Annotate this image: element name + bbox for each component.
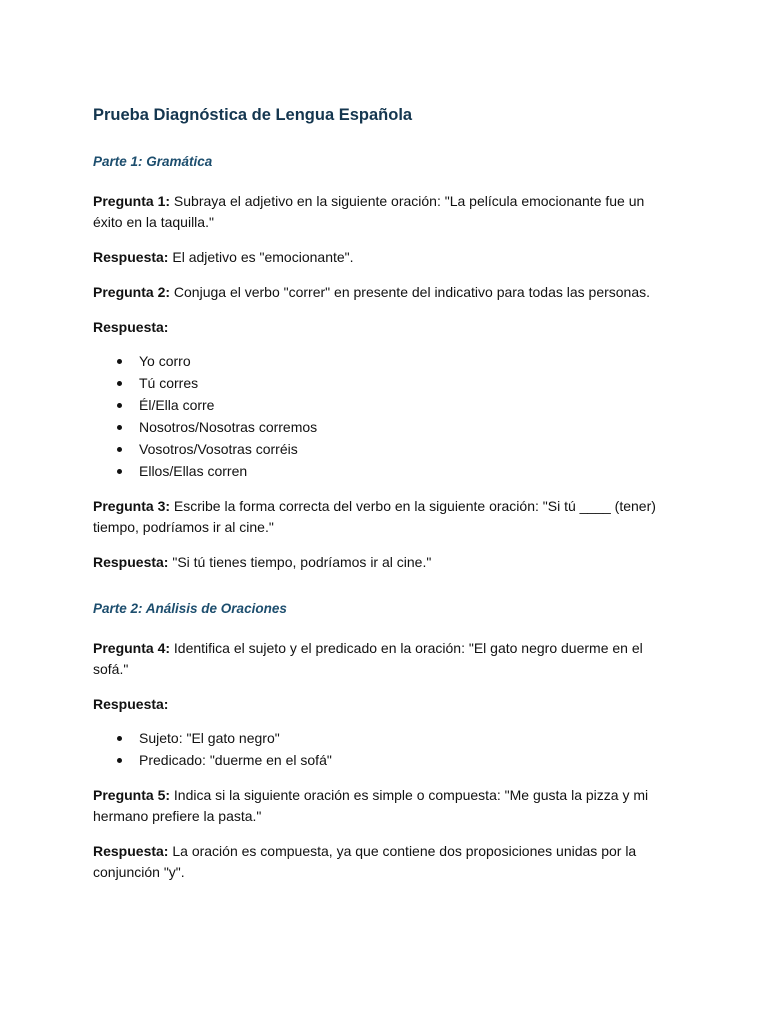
answer-text: La oración es compuesta, ya que contiene dos proposiciones unidas por la conjunción "y". [93, 843, 637, 880]
list-item: Ellos/Ellas corren [139, 460, 676, 482]
question-1 [93, 191, 676, 233]
answer-label: Respuesta: [93, 696, 169, 712]
answer-label: Respuesta: [93, 843, 169, 859]
answer-2 [93, 317, 676, 338]
question-text: Escribe la forma correcta del verbo en la siguiente oración: "Si tú ____ (tener) tiempo, podríamos ir al cine." [93, 498, 656, 535]
answer-3 [93, 552, 676, 573]
answer-text: El adjetivo es "emocionante". [172, 249, 354, 265]
list-item: Yo corro [139, 350, 676, 372]
question-4 [93, 638, 676, 680]
answer-5 [93, 841, 676, 883]
answer-label: Respuesta: [93, 319, 169, 335]
list-item: Sujeto: "El gato negro" [139, 727, 676, 749]
list-item: Él/Ella corre [139, 394, 676, 416]
answer-label: Respuesta: [93, 554, 169, 570]
question-text: Subraya el adjetivo en la siguiente oración: "La película emocionante fue un éxito en la taquilla." [93, 193, 645, 230]
list-item: Predicado: "duerme en el sofá" [139, 749, 676, 771]
answer-text: "Si tú tienes tiempo, podríamos ir al cine." [172, 554, 432, 570]
list-item: Nosotros/Nosotras corremos [139, 416, 676, 438]
answer-4-list [93, 727, 676, 771]
question-label: Pregunta 5: [93, 787, 171, 803]
answer-2-list [93, 350, 676, 482]
question-label: Pregunta 1: [93, 193, 171, 209]
question-2 [93, 282, 676, 303]
question-label: Pregunta 4: [93, 640, 171, 656]
question-5 [93, 785, 676, 827]
answer-label: Respuesta: [93, 249, 169, 265]
document-title: Prueba Diagnóstica de Lengua Española [93, 106, 413, 124]
list-item: Vosotros/Vosotras corréis [139, 438, 676, 460]
question-label: Pregunta 3: [93, 498, 171, 514]
question-text: Identifica el sujeto y el predicado en la oración: "El gato negro duerme en el sofá." [93, 640, 643, 677]
section-title-part-2: Parte 2: Análisis de Oraciones [93, 601, 287, 616]
question-text: Conjuga el verbo "correr" en presente del indicativo para todas las personas. [173, 284, 651, 300]
list-item: Tú corres [139, 372, 676, 394]
answer-1 [93, 247, 676, 268]
section-title-part-1: Parte 1: Gramática [93, 154, 213, 169]
question-3 [93, 496, 676, 538]
question-text: Indica si la siguiente oración es simple o compuesta: "Me gusta la pizza y mi hermano prefiere la pasta." [93, 787, 649, 824]
question-label: Pregunta 2: [93, 284, 171, 300]
answer-4 [93, 694, 676, 715]
